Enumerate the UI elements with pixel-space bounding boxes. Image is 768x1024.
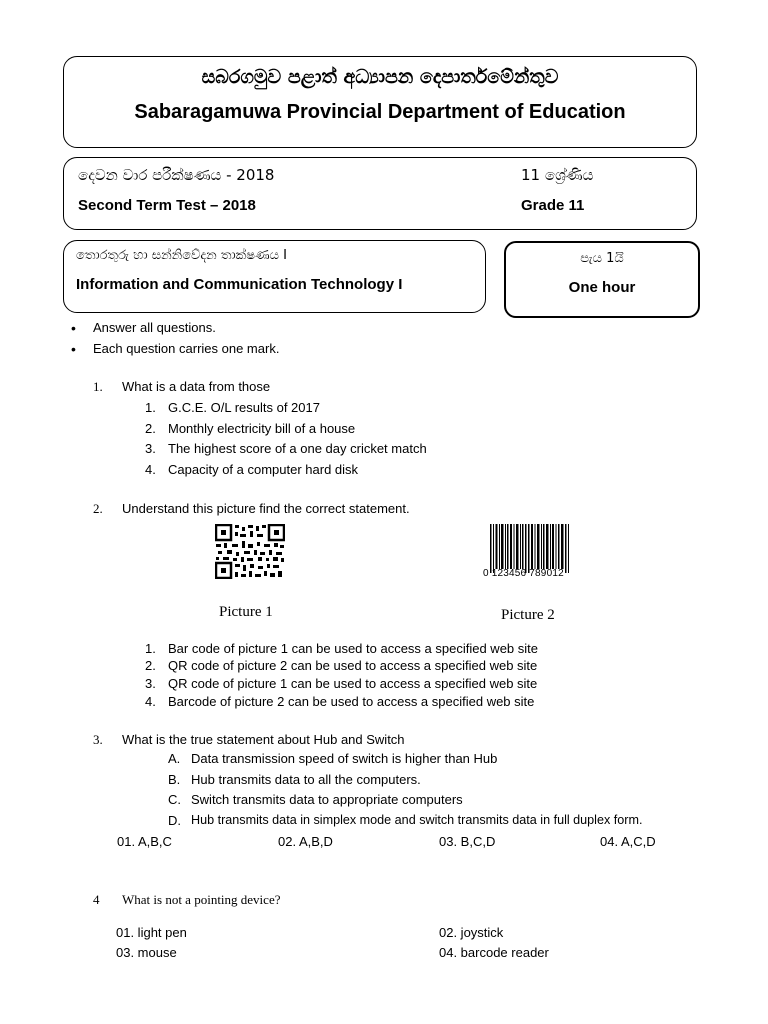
answer-choice: 03. B,C,D (439, 834, 496, 849)
statement-text: Hub transmits data to all the computers. (191, 772, 421, 787)
option-text: G.C.E. O/L results of 2017 (168, 400, 320, 415)
option-text: The highest score of a one day cricket match (168, 441, 427, 456)
question-text: What is not a pointing device? (122, 892, 281, 907)
answer-choice: 03. mouse (116, 945, 177, 960)
option-text: Capacity of a computer hard disk (168, 462, 359, 477)
option-text: Barcode of picture 2 can be used to access a specified web site (168, 694, 535, 709)
option-text: Monthly electricity bill of a house (168, 421, 356, 436)
option-text: QR code of picture 1 can be used to access a specified web site (168, 676, 538, 691)
statement-text: Hub transmits data in simplex mode and switch transmits data in full duplex form. (191, 813, 643, 827)
subject-title-sinhala: තොරතුරු හා සන්නිවේදන තාක්ෂණය I (76, 248, 287, 263)
statement-label: C. (168, 792, 181, 807)
option-label: 2. (145, 658, 156, 673)
picture-caption: Picture 1 (219, 604, 273, 620)
term-title-english: Second Term Test – 2018 (78, 197, 256, 214)
statement-text: Switch transmits data to appropriate computers (191, 792, 463, 807)
option-label: 4. (145, 694, 156, 709)
picture-caption: Picture 2 (501, 607, 555, 623)
option-label: 1. (145, 641, 156, 656)
instruction-item: • Answer all questions. (93, 320, 216, 335)
statement-label: A. (168, 751, 181, 766)
term-title-sinhala: දෙවන වාර පරීක්ෂණය - 2018 (78, 166, 275, 184)
option-label: 1. (145, 400, 156, 415)
question-text: What is a data from those (122, 379, 271, 394)
option-label: 3. (145, 676, 156, 691)
question-number: 4 (93, 892, 100, 907)
option-text: Bar code of picture 1 can be used to access a specified web site (168, 641, 538, 656)
option-label: 3. (145, 441, 156, 456)
question-text: Understand this picture find the correct statement. (122, 501, 410, 516)
subject-title-english: Information and Communication Technology I (76, 276, 403, 293)
question-number: 1. (93, 379, 103, 394)
instruction-item: • Each question carries one mark. (93, 341, 279, 356)
grade-sinhala: 11 ශ්‍රේණිය (521, 166, 594, 184)
option-label: 2. (145, 421, 156, 436)
qr-code-icon (215, 524, 285, 579)
option-text: QR code of picture 2 can be used to access a specified web site (168, 658, 538, 673)
grade-english: Grade 11 (521, 197, 585, 214)
statement-text: Data transmission speed of switch is higher than Hub (191, 751, 498, 766)
answer-choice: 02. A,B,D (278, 834, 333, 849)
question-text: What is the true statement about Hub and Switch (122, 732, 405, 747)
answer-choice: 02. joystick (439, 925, 504, 940)
question-number: 2. (93, 501, 103, 516)
statement-label: B. (168, 772, 181, 787)
answer-choice: 04. A,C,D (600, 834, 656, 849)
answer-choice: 04. barcode reader (439, 945, 549, 960)
duration-sinhala: පැය 1යි (580, 251, 624, 266)
question-number: 3. (93, 732, 103, 747)
department-title-sinhala: සබරගමුව පළාත් අධ්‍යාපන දෙපාර්තමේන්තුව (201, 66, 559, 88)
answer-choice: 01. light pen (116, 925, 187, 940)
statement-label: D. (168, 813, 181, 828)
department-title-english: Sabaragamuwa Provincial Department of Education (134, 101, 626, 123)
duration-english: One hour (568, 279, 636, 296)
answer-choice: 01. A,B,C (117, 834, 172, 849)
barcode-digits: 0 123456 789012 (483, 568, 564, 579)
option-label: 4. (145, 462, 156, 477)
